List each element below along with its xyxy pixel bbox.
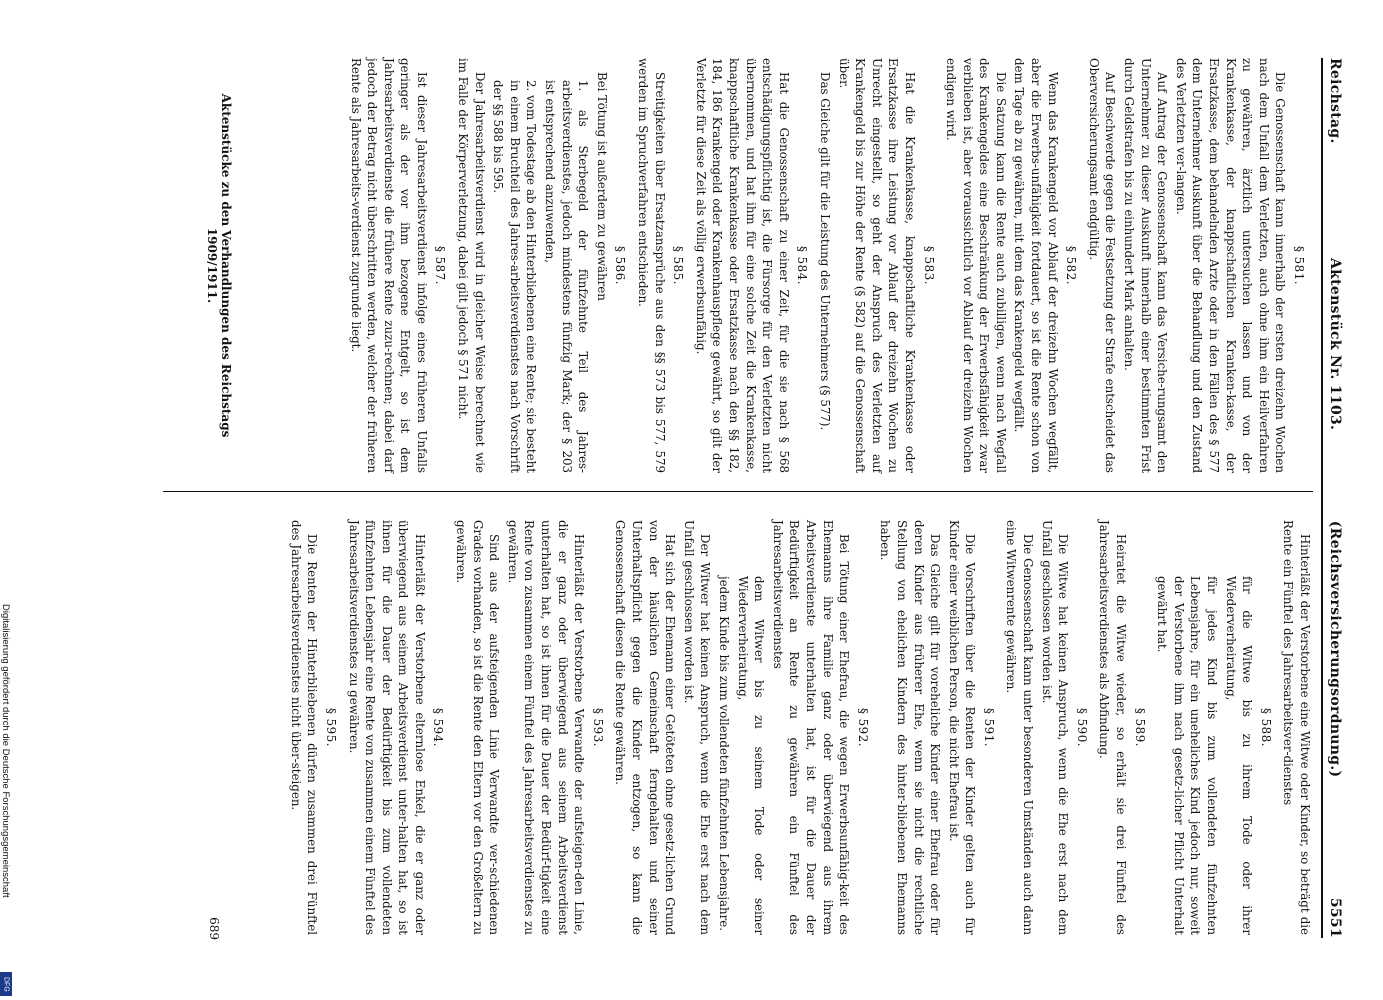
indented-clause: jedem Kinde bis zum vollendeten fünfzehnten Lebensjahre. — [717, 576, 731, 931]
paragraph: Die Genossenschaft kann innerhalb der ersten dreizehn Wochen nach dem Unfall dem Verletzten, auch ohne ihm ein Heilverfahren zu gewähren, ärztlich untersuchen lassen und von der Krankenkasse, der knappschaftlichen Kranken-kasse, der Ersatzkasse, dem behandelnden Arzte oder in den Fällen des § 577 dem Unternehmer Auskunft über die Behandlung und den Zustand des Verletzten ver-langen. — [1173, 58, 1288, 473]
paragraph: Das Gleiche gilt für die Leistung des Unternehmers (§ 577). — [817, 72, 832, 431]
paragraph: Hinterläßt der Verstorbene eine Witwe oder Kinder, so beträgt die Rente ein Fünftel des Jahresarbeitsver-dienstes — [1281, 520, 1312, 935]
paragraph: Auf Antrag der Genossenschaft kann das Versiche-rungsamt den Unternehmer zu dieser Auskunft innerhalb einer bestimmten Frist durch Geldstrafen bis zu einhundert Mark anhalten. — [1122, 58, 1170, 473]
paragraph: Die Genossenschaft kann unter besonderen Umständen auch dann eine Witwenrente gewähren. — [1004, 520, 1036, 935]
section-heading: § 594. — [431, 708, 446, 747]
numbered-clause: 2. vom Todestage ab den Hinterbliebenen eine Rente; sie besteht in einem Bruchteil des Jahres-arbeitsverdienstes nach Vorschrift der §§ 588 bis 595. — [491, 80, 539, 473]
section-heading: § 595. — [323, 708, 338, 747]
dfg-logo-icon: DFG — [0, 972, 12, 996]
section-heading: § 586. — [613, 246, 628, 285]
indented-clause: dem Witwer bis zu seinem Tode oder seiner Wiederverheiratung, — [735, 576, 767, 935]
paragraph: Auf Beschwerde gegen die Festsetzung der Strafe entscheidet das Oberversicherungsamt endgültig. — [1086, 58, 1118, 473]
header-page-number: 5551 — [1327, 897, 1343, 938]
paragraph: Hinterläßt der Verstorbene elternlose Enkel, die er ganz oder überwiegend aus seinem Arbeitsverdienst unter-halten hat, so ist ihnen für die Dauer der Bedürftigkeit bis zum vollendeten fünfzehnten Lebensjahr eine Rente von zusammen einem Fünftel des Jahresarbeitsverdienstes zu gewähren. — [346, 520, 427, 935]
header-right — [1327, 521, 1343, 938]
paragraph: Das Gleiche gilt für voreheliche Kinder einer Ehefrau oder für deren Kinder aus früherer Ehe, wenn sie nicht die rechtliche Stellung von ehelichen Kindern des hinter-bliebenen Ehemanns haben. — [878, 520, 943, 935]
paragraph: Der Jahresarbeitsverdienst wird in gleicher Weise berechnet wie im Falle der Körperverletzung, dabei gilt jedoch § 571 nicht. — [456, 58, 487, 473]
paragraph: Hat sich der Ehemann einer Getöteten ohne gesetz-lichen Grund von der häuslichen Gemeinschaft ferngehalten und seiner Unterhaltspflicht gegen die Kinder entzogen, so kann die Genossenschaft diesen die Rente gewähren. — [613, 520, 678, 935]
section-heading: § 589. — [1132, 708, 1147, 747]
section-heading: § 593. — [590, 708, 605, 747]
paragraph: Streitigkeiten über Ersatzansprüche aus den §§ 573 bis 577, 579 werden im Spruchverfahren entschieden. — [636, 58, 667, 473]
section-heading: § 592. — [855, 708, 870, 747]
paragraph: Ist dieser Jahresarbeitsverdienst infolge eines früheren Unfalls geringer als der vor ihm bezogene Entgelt, so ist dem Jahresarbeitsverdienste die frühere Rente zuzu-rechnen; dabei darf jedoch der Betrag nicht überschritten werden, welcher der früheren Rente als Jahresarbeits-verdienst zugrunde liegt. — [348, 58, 429, 473]
paragraph: Hinterläßt der Verstorbene Verwandte der aufsteigen-den Linie, die er ganz oder überwiegend aus seinem Arbeitsverdienst unterhalten hat, so ist ihnen für die Dauer der Bedürf-tigkeit eine Rente von zusammen einem Fünftel des Jahresarbeitsverdienstes zu gewähren. — [505, 520, 587, 935]
digitization-credit: Digitalisierung gefördert durch die Deutsche Forschungsgemeinschaft — [0, 604, 11, 898]
paragraph: Bei Tötung einer Ehefrau, die wegen Erwerbsunfähig-keit des Ehemanns ihre Familie ganz oder überwiegend aus ihrem Arbeitsverdienste unterhalten hat, ist für die Dauer der Bedürftigkeit an Rente zu gewähren ein Fünftel des Jahresarbeitsverdienstes — [770, 520, 852, 935]
footer-note: Aktenstücke zu den Verhandlungen des Reichstags 1909/1911. — [205, 93, 233, 438]
paragraph: Die Vorschriften über die Renten der Kinder gelten auch für Kinder einer weiblichen Person, die nicht Ehefrau ist. — [946, 520, 978, 935]
section-heading: § 591. — [981, 708, 996, 747]
paragraph: Hat die Krankenkasse, knappschaftliche Krankenkasse oder Ersatzkasse ihre Leistung vor Ablauf der dreizehn Wochen zu Unrecht eingestellt, so geht der Anspruch des Verletzten auf Krankengeld bis zur Höhe der Rente (§ 582) auf die Genossenschaft über. — [836, 58, 917, 473]
paragraph: Sind aus der aufsteigenden Linie Verwandte ver-schiedenen Grades vorhanden, so ist die Rente den Eltern vor den Großeltern zu gewähren. — [454, 520, 502, 935]
paragraph: Der Witwer hat keinen Anspruch, wenn die Ehe erst nach dem Unfall geschlossen worden ist. — [681, 520, 713, 935]
paragraph: Hat die Genossenschaft zu einer Zeit, für die sie nach § 568 entschädigungspflichtig ist, die Fürsorge für den Verletzten nicht übernommen, und hat ihm für eine solche Zeit die Krankenkasse, knappschaftliche Krankenkasse oder Ersatzkasse nach den §§ 182, 184, 186 Krankengeld oder Krankenhauspflege gewährt, so gilt der Verletzte für diese Zeit als völlig erwerbsunfähig. — [693, 58, 791, 473]
paragraph: Wenn das Krankengeld vor Ablauf der dreizehn Wochen wegfällt, aber die Erwerbs-unfähigkeit fortdauert, so ist die Rente schon von dem Tage ab zu gewähren, mit dem das Krankengeld wegfällt. — [1012, 58, 1060, 473]
section-heading: § 585. — [671, 246, 686, 285]
paragraph: Heiratet die Witwe wieder, so erhält sie drei Fünftel des Jahresarbeitsverdienstes als Abfindung. — [1097, 520, 1129, 935]
paragraph: Die Satzung kann die Rente auch zubilligen, wenn nach Wegfall des Krankengeldes eine Beschränkung der Erwerbsfähigkeit zwar verblieben ist, aber voraussichtlich vor Ablauf der dreizehn Wochen endigen wird. — [944, 58, 1008, 473]
section-heading: § 588. — [1258, 708, 1273, 747]
indented-clause: für die Witwe bis zu ihrem Tode oder ihrer Wiederverheiratung, — [1223, 576, 1255, 935]
header-right-title: (Reichsversicherungsordnung.) — [1327, 520, 1343, 778]
left-column — [345, 58, 1313, 473]
paragraph: Die Renten der Hinterbliebenen dürfen zusammen drei Fünftel des Jahresarbeitsverdienstes nicht über-steigen. — [288, 520, 320, 935]
section-heading: § 583. — [921, 246, 936, 285]
header-center: Aktenstück Nr. 1103. — [1327, 258, 1343, 431]
page-number: 689 — [207, 917, 221, 940]
paragraph: Bei Tötung ist außerdem zu gewähren — [594, 72, 609, 301]
paragraph: Die Witwe hat keinen Anspruch, wenn die Ehe erst nach dem Unfall geschlossen worden ist. — [1039, 520, 1071, 935]
header-left: Reichstag. — [1327, 58, 1343, 144]
numbered-clause: 1. als Sterbegeld der fünfzehnte Teil des Jahres-arbeitsverdienstes, jedoch mindestens fünfzig Mark; der § 203 ist entsprechend anzuwenden, — [543, 80, 591, 473]
section-heading: § 587. — [433, 246, 448, 285]
indented-clause: für jedes Kind bis zum vollendeten fünfzehnten Lebensjahre, für ein uneheliches Kind jedoch nur, soweit der Verstorbene ihm nach gesetz-licher Pflicht Unterhalt gewährt hat. — [1155, 576, 1220, 935]
section-heading: § 584. — [795, 246, 810, 285]
header-rule — [1321, 58, 1323, 938]
section-heading: § 582. — [1064, 246, 1079, 285]
right-column — [285, 520, 1313, 935]
column-divider — [163, 491, 1313, 492]
section-heading: § 590. — [1074, 708, 1089, 747]
section-heading: § 581. — [1292, 246, 1306, 285]
